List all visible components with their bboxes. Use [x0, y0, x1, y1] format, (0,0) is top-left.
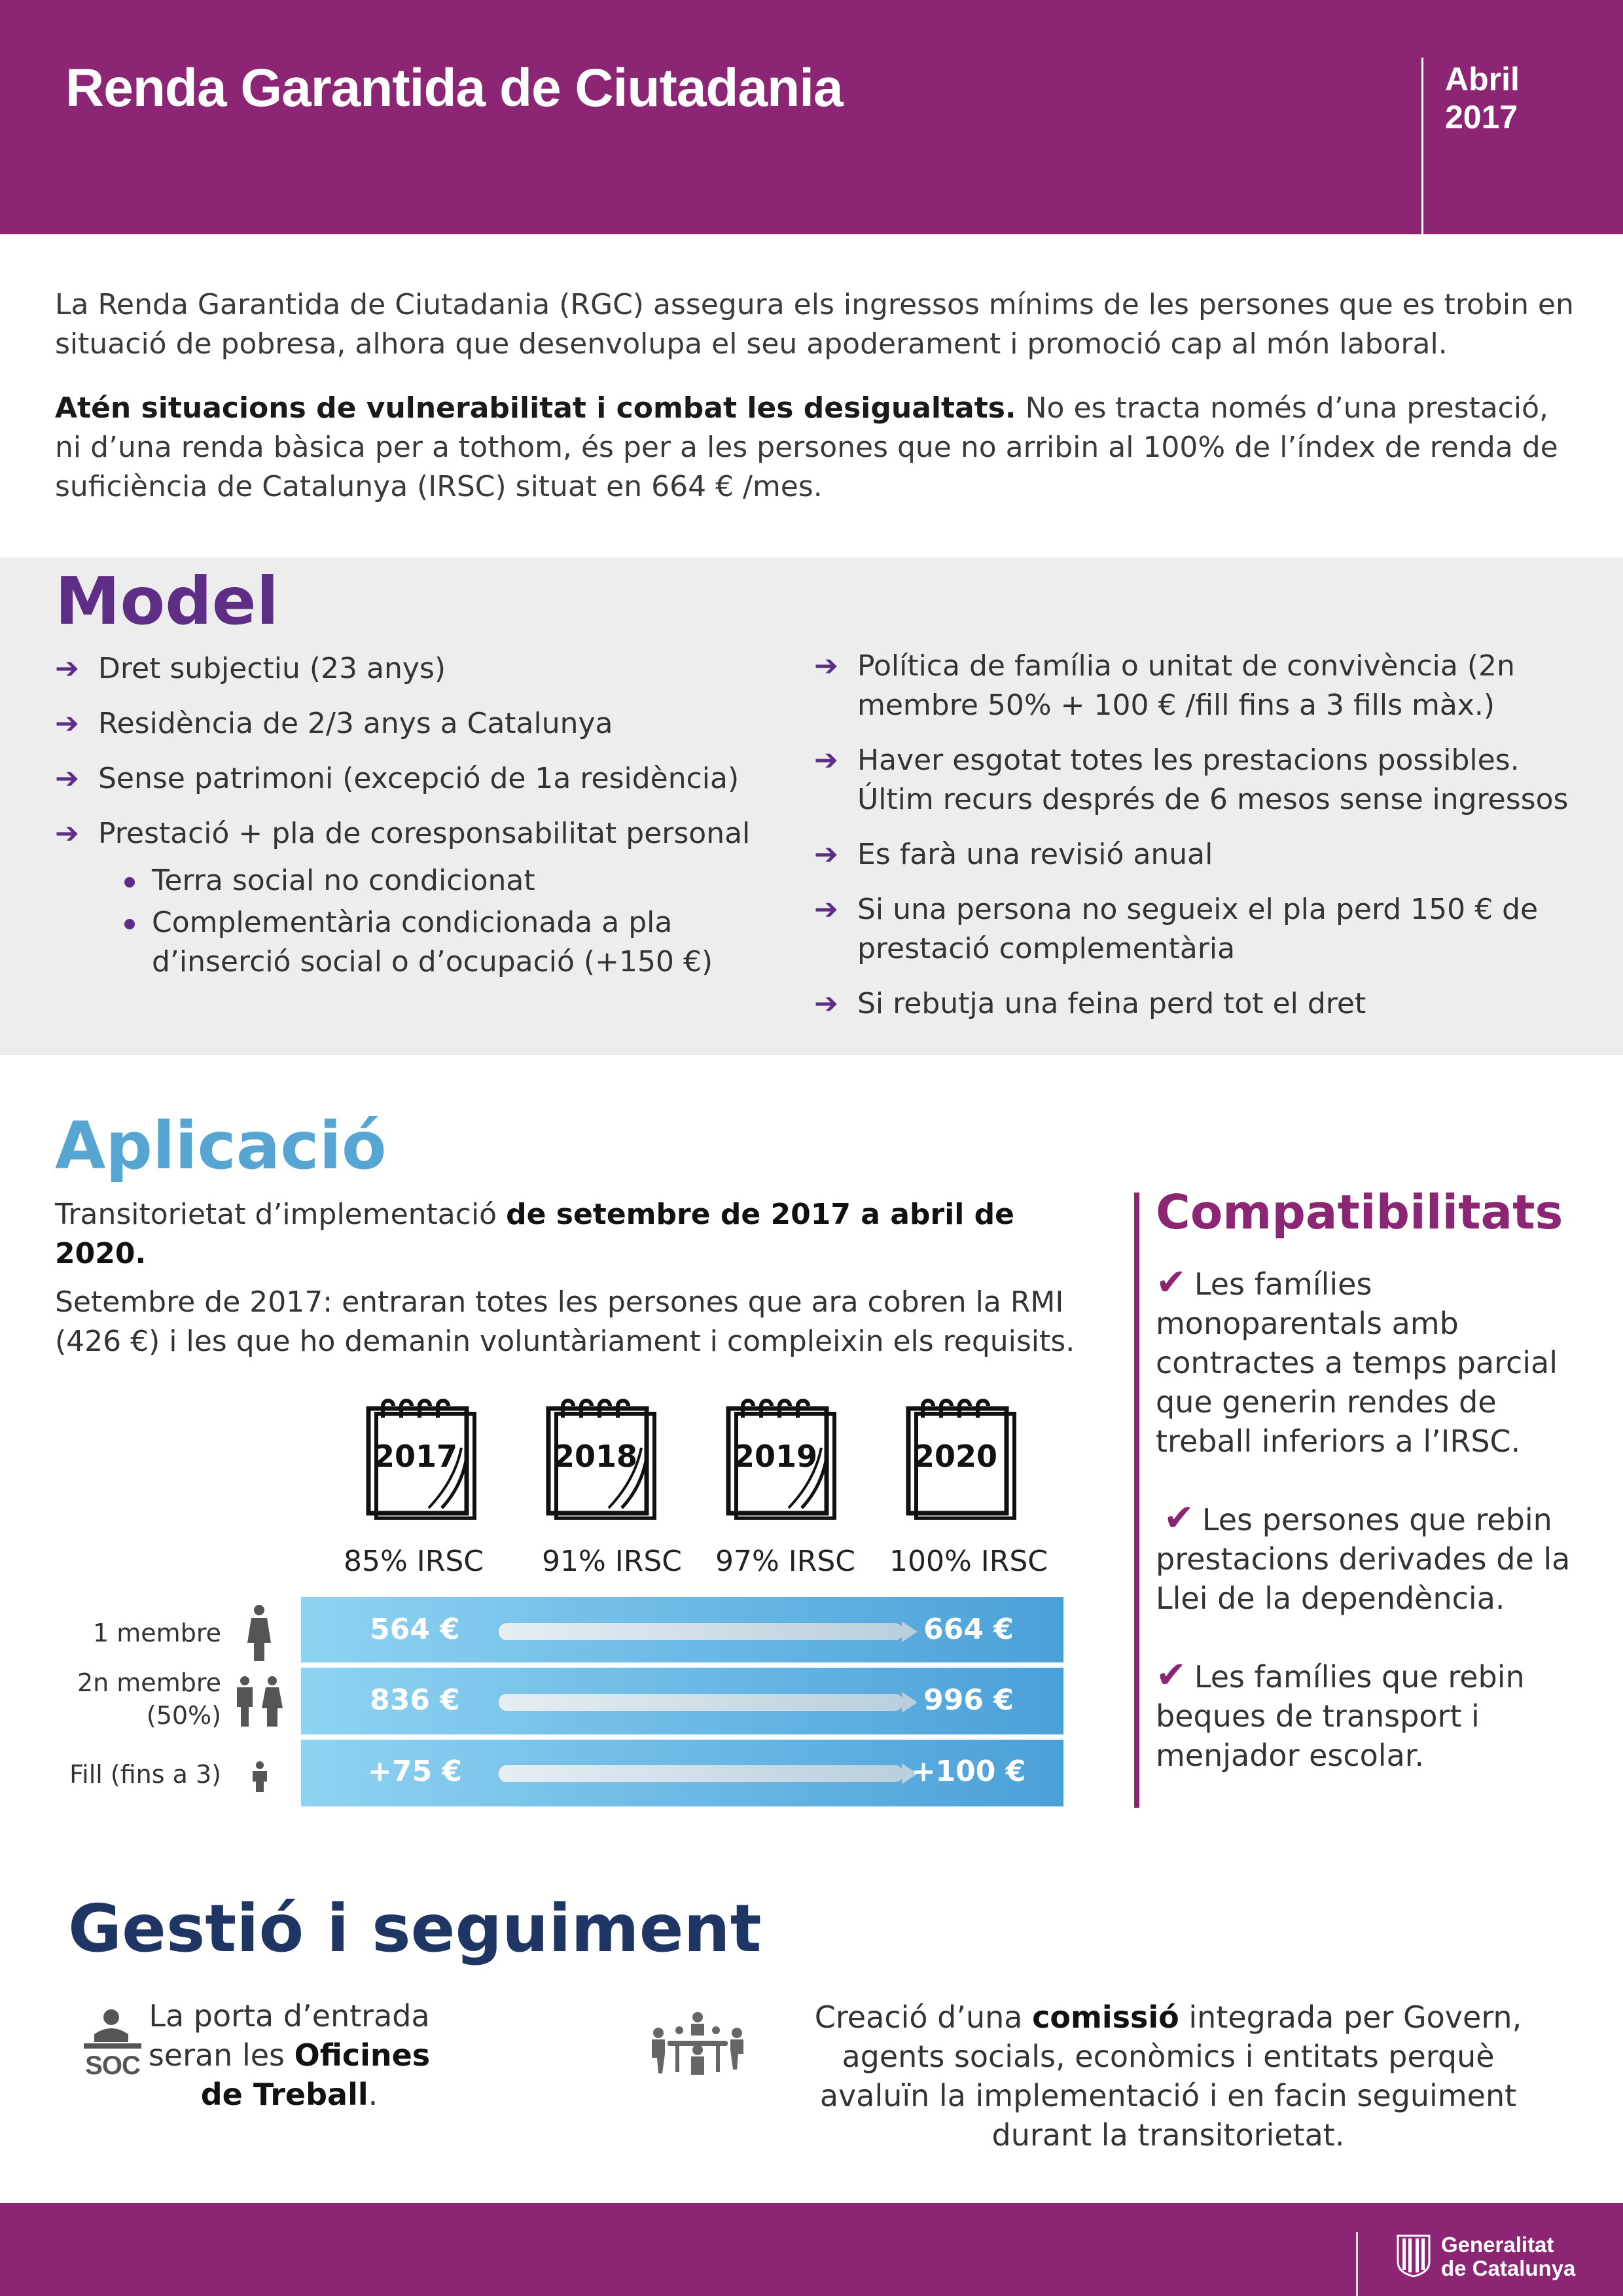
sub-list-item: Complementària condicionada a pla d’inserció social o d’ocupació (+150 €): [55, 903, 794, 982]
progress-arrow: [499, 1694, 903, 1711]
calendar-year: 2020: [913, 1439, 998, 1474]
percentage-label: 85% IRSC: [344, 1545, 484, 1578]
header-month: Abril: [1445, 61, 1520, 98]
arrow-icon: ➔: [55, 762, 79, 795]
progress-arrow: [499, 1765, 903, 1782]
soc-office-icon: [81, 2008, 147, 2087]
aplicacio-line-1: Transitorietat d’implementació de setembre de 2017 a abril de 2020.: [55, 1198, 1015, 1270]
intro-paragraph-2: [55, 389, 1580, 507]
row-separator: [301, 1662, 1063, 1668]
percentage-label: 97% IRSC: [715, 1545, 855, 1578]
model-title: Model: [55, 563, 279, 639]
list-item: ➔ Si una persona no segueix el pla perd 150 € de prestació complementària: [814, 890, 1593, 969]
aplicacio-line-2: Setembre de 2017: entraran totes les persones que ara cobren la RMI (426 €) i les que ho demanin voluntàriament i compleixin els requisits.: [55, 1285, 1075, 1358]
footer-band: [0, 2203, 1623, 2296]
meeting-icon: [649, 2011, 746, 2076]
model-right-list: [814, 647, 1593, 1039]
check-icon: ✔: [1164, 1497, 1194, 1539]
compat-item: ✔ Les famílies monoparentals amb contractes a temps parcial que generin rendes de treball inferiors a l’IRSC.: [1156, 1261, 1558, 1459]
row-label: 1 membre: [93, 1619, 221, 1647]
soc-label: SOC: [85, 2051, 140, 2080]
amount-start: +75 €: [367, 1755, 463, 1788]
calendar-icon: [723, 1395, 841, 1520]
calendar-icon: [543, 1395, 661, 1520]
list-item: ➔ Prestació + pla de coresponsabilitat personal: [55, 814, 794, 853]
amount-end: 664 €: [923, 1613, 1014, 1646]
arrow-icon: ➔: [814, 649, 838, 683]
footer-divider: [1356, 2232, 1358, 2296]
person-icon: [246, 1604, 272, 1662]
amount-start: 836 €: [370, 1683, 460, 1717]
list-item: ➔ Haver esgotat totes les prestacions possibles. Últim recurs després de 6 mesos sense ingressos: [814, 741, 1593, 819]
calendar-year: 2019: [733, 1439, 818, 1474]
row-label: 2n membre (50%): [77, 1668, 221, 1730]
intro-bold: Atén situacions de vulnerabilitat i combat les desigualtats.: [55, 391, 1016, 425]
check-icon: ✔: [1156, 1654, 1186, 1696]
child-icon: [249, 1761, 271, 1793]
compat-title: Compatibilitats: [1156, 1185, 1563, 1240]
arrow-icon: ➔: [55, 652, 79, 685]
arrow-icon: ➔: [814, 744, 838, 777]
arrow-icon: ➔: [814, 987, 838, 1020]
amount-start: 564 €: [370, 1613, 460, 1646]
gestio-right-text: Creació d’una comissió integrada per Govern, agents socials, econòmics i entitats perquè avaluïn la implementació i en facin seguiment durant la transitorietat.: [814, 2000, 1522, 2153]
footer-logo-text: Generalitat de Catalunya: [1441, 2233, 1576, 2280]
header-year: 2017: [1445, 99, 1518, 135]
intro-paragraph-1: La Renda Garantida de Ciutadania (RGC) assegura els ingressos mínims de les persones que es trobin en situació de pobresa, alhora que desenvolupa el seu apoderament i promoció cap al món laboral.: [55, 288, 1574, 361]
aplicacio-title: Aplicació: [55, 1107, 387, 1184]
check-icon: ✔: [1156, 1261, 1186, 1304]
compat-divider: [1134, 1193, 1139, 1808]
arrow-icon: ➔: [814, 893, 838, 926]
header-divider: [1421, 58, 1423, 234]
row-separator: [301, 1734, 1063, 1740]
intro: [55, 285, 1580, 531]
percentage-label: 91% IRSC: [542, 1545, 682, 1578]
calendar-year: 2018: [553, 1439, 638, 1474]
arrow-icon: ➔: [55, 817, 79, 850]
progress-arrow: [499, 1623, 903, 1640]
sub-list-item: Terra social no condicionat: [55, 861, 794, 901]
amount-end: +100 €: [911, 1755, 1026, 1788]
page-title: Renda Garantida de Ciutadania: [65, 58, 843, 118]
calendar-year: 2017: [373, 1439, 458, 1474]
list-item: ➔ Residència de 2/3 anys a Catalunya: [55, 704, 794, 744]
bullet-icon: [124, 919, 135, 929]
bullet-icon: [124, 877, 135, 888]
header-date: [1445, 60, 1520, 136]
intro-rest: No es tracta només d’una prestació, ni d’una renda bàsica per a tothom, és per a les persones que no arribin al 100% de l’índex de renda de suficiència de Catalunya (IRSC) situat en 664 € /mes.: [55, 391, 1558, 503]
amount-end: 996 €: [923, 1683, 1014, 1717]
compat-item: ✔ Les persones que rebin prestacions derivades de la Llei de la dependència.: [1156, 1497, 1571, 1616]
calendar-icon: [363, 1395, 481, 1520]
arrow-icon: ➔: [55, 707, 79, 740]
list-item: ➔ Si rebutja una feina perd tot el dret: [814, 984, 1593, 1024]
arrow-icon: ➔: [814, 838, 838, 871]
list-item: ➔ Política de família o unitat de convivència (2n membre 50% + 100 € /fill fins a 3 fills màx.): [814, 647, 1593, 725]
compat-item: ✔ Les famílies que rebin beques de transport i menjador escolar.: [1156, 1654, 1525, 1773]
calendar-icon: [903, 1395, 1021, 1520]
list-item: ➔ Es farà una revisió anual: [814, 835, 1593, 874]
aplicacio-text: [55, 1195, 1115, 1371]
list-item: ➔ Sense patrimoni (excepció de 1a residència): [55, 759, 794, 798]
model-left-list: [55, 649, 794, 992]
gestio-title: Gestió i seguiment: [68, 1890, 762, 1967]
list-item: ➔ Dret subjectiu (23 anys): [55, 649, 794, 689]
row-label: Fill (fins a 3): [69, 1760, 221, 1789]
gestio-left-text: La porta d’entrada seran les Oficines de Treball.: [148, 1998, 431, 2112]
percentage-label: 100% IRSC: [889, 1545, 1048, 1578]
couple-icon: [233, 1676, 285, 1728]
generalitat-logo-icon: [1395, 2233, 1432, 2278]
